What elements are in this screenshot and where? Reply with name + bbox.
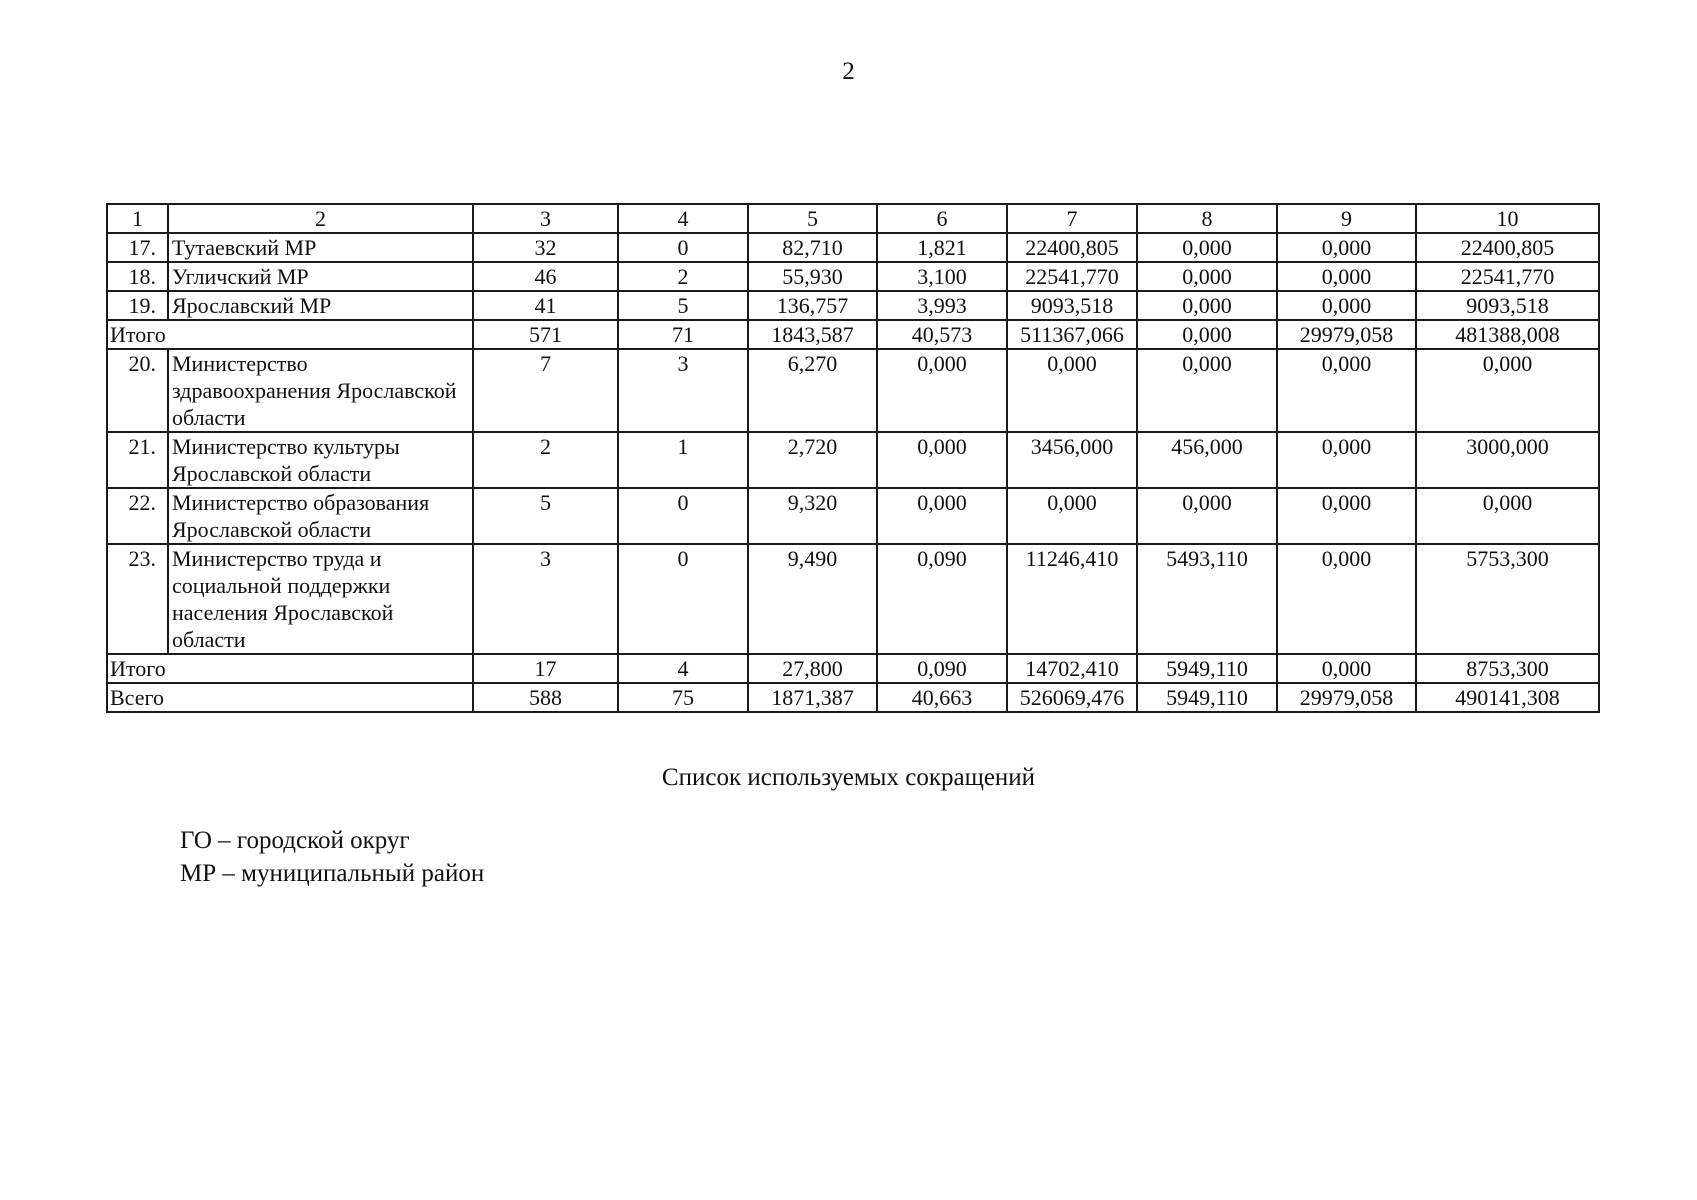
cell: 456,000	[1137, 432, 1277, 488]
cell: 0,000	[877, 432, 1007, 488]
abbreviations-title: Список используемых сокращений	[661, 764, 1036, 791]
cell: 5949,110	[1137, 683, 1277, 712]
header-cell: 4	[618, 204, 748, 233]
cell: 5949,110	[1137, 654, 1277, 683]
cell: 0,090	[877, 654, 1007, 683]
table-row	[107, 488, 1599, 544]
row-number: 22.	[107, 488, 168, 544]
cell: 17	[473, 654, 618, 683]
cell: 41	[473, 291, 618, 320]
cell: 22400,805	[1007, 233, 1137, 262]
cell: 5	[618, 291, 748, 320]
cell: 71	[618, 320, 748, 349]
cell: 55,930	[748, 262, 877, 291]
cell: 1	[618, 432, 748, 488]
cell: 1843,587	[748, 320, 877, 349]
cell: 0	[618, 544, 748, 654]
row-name: Ярославский МР	[168, 291, 473, 320]
cell: 0,000	[1277, 544, 1416, 654]
header-cell: 10	[1416, 204, 1599, 233]
cell: 1,821	[877, 233, 1007, 262]
cell: 29979,058	[1277, 320, 1416, 349]
cell: 0,000	[1137, 488, 1277, 544]
cell: 3000,000	[1416, 432, 1599, 488]
table-row	[107, 349, 1599, 432]
row-name: Министерство здравоохранения Ярославской области	[168, 349, 473, 432]
cell: 0,090	[877, 544, 1007, 654]
cell: 1871,387	[748, 683, 877, 712]
cell: 490141,308	[1416, 683, 1599, 712]
cell: 40,663	[877, 683, 1007, 712]
cell: 7	[473, 349, 618, 432]
cell: 29979,058	[1277, 683, 1416, 712]
cell: 0,000	[1007, 488, 1137, 544]
cell: 571	[473, 320, 618, 349]
cell: 3	[473, 544, 618, 654]
cell: 0	[618, 233, 748, 262]
row-number: 18.	[107, 262, 168, 291]
cell: 2,720	[748, 432, 877, 488]
cell: 136,757	[748, 291, 877, 320]
cell: 75	[618, 683, 748, 712]
cell: 5753,300	[1416, 544, 1599, 654]
cell: 9,490	[748, 544, 877, 654]
row-name: Министерство образования Ярославской области	[168, 488, 473, 544]
cell: 0,000	[877, 349, 1007, 432]
cell: 0,000	[1137, 349, 1277, 432]
header-cell: 7	[1007, 204, 1137, 233]
cell: 2	[618, 262, 748, 291]
header-cell: 5	[748, 204, 877, 233]
cell: 3	[618, 349, 748, 432]
cell: 40,573	[877, 320, 1007, 349]
table-row	[107, 291, 1599, 320]
table-row	[107, 544, 1599, 654]
cell: 0	[618, 488, 748, 544]
table-row	[107, 432, 1599, 488]
cell: 0,000	[1277, 488, 1416, 544]
row-number: 23.	[107, 544, 168, 654]
cell: 9,320	[748, 488, 877, 544]
grand-total-label: Всего	[107, 683, 473, 712]
cell: 6,270	[748, 349, 877, 432]
abbreviation-item: ГО – городской округ	[180, 827, 410, 854]
cell: 46	[473, 262, 618, 291]
cell: 3,100	[877, 262, 1007, 291]
cell: 0,000	[1277, 654, 1416, 683]
header-cell: 9	[1277, 204, 1416, 233]
cell: 0,000	[1137, 233, 1277, 262]
cell: 14702,410	[1007, 654, 1137, 683]
cell: 9093,518	[1416, 291, 1599, 320]
row-number: 21.	[107, 432, 168, 488]
subtotal-row	[107, 654, 1599, 683]
cell: 27,800	[748, 654, 877, 683]
abbreviations-list	[180, 824, 484, 890]
cell: 0,000	[877, 488, 1007, 544]
row-number: 20.	[107, 349, 168, 432]
table-row	[107, 233, 1599, 262]
page-number: 2	[842, 58, 855, 85]
cell: 481388,008	[1416, 320, 1599, 349]
abbreviation-item: МР – муниципальный район	[180, 860, 485, 887]
cell: 4	[618, 654, 748, 683]
cell: 0,000	[1277, 291, 1416, 320]
cell: 0,000	[1007, 349, 1137, 432]
cell: 9093,518	[1007, 291, 1137, 320]
row-name: Угличский МР	[168, 262, 473, 291]
table-header-row	[107, 204, 1599, 233]
cell: 22400,805	[1416, 233, 1599, 262]
cell: 22541,770	[1416, 262, 1599, 291]
header-cell: 6	[877, 204, 1007, 233]
cell: 588	[473, 683, 618, 712]
cell: 11246,410	[1007, 544, 1137, 654]
cell: 0,000	[1137, 262, 1277, 291]
header-cell: 1	[107, 204, 168, 233]
header-cell: 3	[473, 204, 618, 233]
row-number: 19.	[107, 291, 168, 320]
subtotal-row	[107, 320, 1599, 349]
cell: 82,710	[748, 233, 877, 262]
row-name: Министерство культуры Ярославской области	[168, 432, 473, 488]
cell: 22541,770	[1007, 262, 1137, 291]
cell: 32	[473, 233, 618, 262]
subtotal-label: Итого	[107, 654, 473, 683]
cell: 0,000	[1416, 349, 1599, 432]
header-cell: 2	[168, 204, 473, 233]
cell: 0,000	[1277, 262, 1416, 291]
cell: 0,000	[1137, 320, 1277, 349]
row-number: 17.	[107, 233, 168, 262]
cell: 0,000	[1277, 233, 1416, 262]
cell: 0,000	[1137, 291, 1277, 320]
data-table	[106, 203, 1600, 713]
cell: 2	[473, 432, 618, 488]
row-name: Министерство труда и социальной поддержки населения Ярославской области	[168, 544, 473, 654]
subtotal-label: Итого	[107, 320, 473, 349]
cell: 0,000	[1277, 349, 1416, 432]
cell: 511367,066	[1007, 320, 1137, 349]
cell: 0,000	[1277, 432, 1416, 488]
cell: 0,000	[1416, 488, 1599, 544]
cell: 5	[473, 488, 618, 544]
cell: 3,993	[877, 291, 1007, 320]
cell: 5493,110	[1137, 544, 1277, 654]
cell: 3456,000	[1007, 432, 1137, 488]
cell: 8753,300	[1416, 654, 1599, 683]
header-cell: 8	[1137, 204, 1277, 233]
cell: 526069,476	[1007, 683, 1137, 712]
row-name: Тутаевский МР	[168, 233, 473, 262]
grand-total-row	[107, 683, 1599, 712]
table-row	[107, 262, 1599, 291]
